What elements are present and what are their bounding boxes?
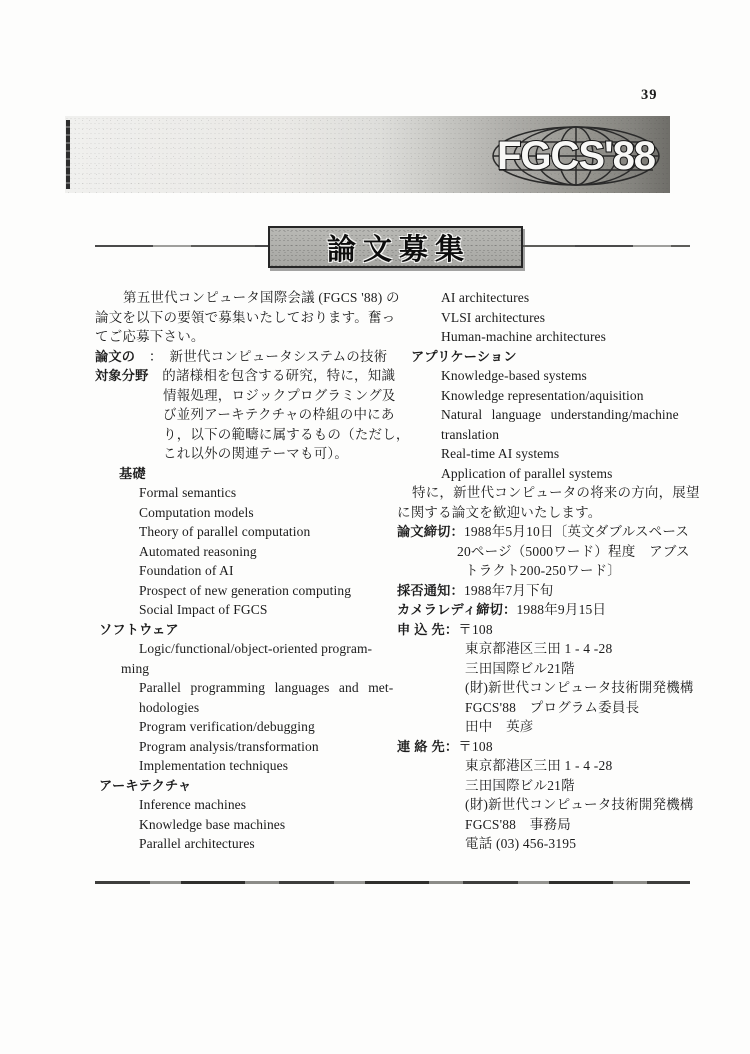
right-column (397, 288, 700, 854)
text-line: Knowledge-based systems (441, 368, 587, 383)
text-line: VLSI architectures (441, 309, 546, 325)
text-line: Formal semantics (139, 485, 237, 500)
banner-title: 論文募集 (326, 233, 471, 266)
text-line: (財)新世代コンピュータ技術開発機構 (465, 680, 694, 695)
text-line: Implementation techniques (139, 758, 289, 773)
text-line: 情報処理，ロジックプログラミング及 (163, 387, 396, 403)
text-line: Human-machine architectures (441, 329, 606, 344)
text-line: ming (121, 660, 150, 676)
logo-text: FGCS'88 (496, 134, 656, 178)
body-columns (95, 288, 700, 854)
text-line: Parallel architectures (139, 836, 255, 851)
text-line: AI architectures (441, 290, 530, 305)
globe-icon (490, 123, 662, 187)
text-line: Social Impact of FGCS (139, 602, 268, 617)
text-line: 論文締切：1988年5月10日〔英文ダブルスペース (397, 524, 690, 539)
text-line: Real-time AI systems (441, 446, 560, 461)
text-line: 採否通知：1988年7月下旬 (397, 582, 554, 598)
text-line: Knowledge base machines (139, 816, 286, 832)
header-banner (65, 116, 670, 193)
text-line: Computation models (139, 504, 254, 520)
bottom-rule (95, 881, 690, 884)
text-line: トラクト200-250ワード〕 (465, 563, 621, 578)
page-number: 39 (641, 87, 658, 103)
text-line: 基礎 (119, 465, 146, 481)
text-line: 東京都港区三田 1 - 4 -28 (465, 758, 613, 773)
text-line: てご応募下さい。 (95, 329, 205, 344)
text-line: 対象分野 的諸様相を包含する研究，特に，知識 (95, 368, 396, 383)
text-line: Natural language understanding/machine (441, 407, 679, 422)
text-line: 三田国際ビル21階 (465, 660, 575, 676)
text-line: 20ページ（5000ワード）程度 アブス (457, 543, 690, 559)
text-line: hodologies (139, 699, 200, 715)
text-line: アプリケーション (411, 348, 517, 364)
text-line: Program verification/debugging (139, 719, 315, 734)
text-line: Inference machines (139, 797, 247, 812)
text-line: 論文の ： 新世代コンピュータシステムの技術 (95, 348, 388, 364)
text-line: FGCS'88 事務局 (465, 816, 571, 832)
left-column (95, 288, 410, 854)
text-line: Knowledge representation/aquisition (441, 387, 644, 403)
text-line: Application of parallel systems (441, 465, 613, 481)
text-line: Parallel programming languages and met- (139, 680, 394, 695)
text-line: Theory of parallel computation (139, 524, 311, 539)
text-line: び並列アーキテクチャの枠組の中にあ (163, 407, 395, 422)
text-line: に関する論文を歓迎いたします。 (397, 504, 602, 520)
text-line: 連 絡 先：〒108 (397, 738, 493, 754)
text-line: FGCS'88 プログラム委員長 (465, 699, 640, 715)
text-line: translation (441, 426, 500, 442)
text-line: 申 込 先：〒108 (397, 621, 493, 637)
text-line: り，以下の範疇に属するもの（ただし， (163, 426, 410, 442)
text-line: Logic/functional/object-oriented program- (139, 641, 373, 656)
text-line: 田中 英彦 (465, 719, 534, 734)
text-line: アーキテクチャ (99, 777, 192, 793)
text-line: Foundation of AI (139, 563, 234, 578)
text-line: 東京都港区三田 1 - 4 -28 (465, 641, 613, 656)
text-line: 電話 (03) 456-3195 (465, 836, 577, 851)
fgcs88-logo (490, 123, 662, 187)
text-line: これ以外の関連テーマも可）。 (163, 446, 349, 461)
text-line: Automated reasoning (139, 543, 257, 559)
text-line: カメラレディ締切：1988年9月15日 (397, 602, 607, 617)
text-line: ソフトウェア (99, 621, 179, 637)
text-line: Program analysis/transformation (139, 738, 319, 754)
text-line: 特に，新世代コンピュータの将来の方向，展望 (412, 485, 700, 500)
text-line: 第五世代コンピュータ国際会議 (FGCS '88) の (123, 290, 400, 305)
call-for-papers-banner (268, 226, 523, 268)
scan-edge-artifact (66, 120, 70, 189)
text-line: 三田国際ビル21階 (465, 777, 575, 793)
text-line: (財)新世代コンピュータ技術開発機構 (465, 797, 694, 812)
text-line: Prospect of new generation computing (139, 582, 352, 598)
text-line: 論文を以下の要領で募集いたしております。奮っ (95, 309, 396, 325)
